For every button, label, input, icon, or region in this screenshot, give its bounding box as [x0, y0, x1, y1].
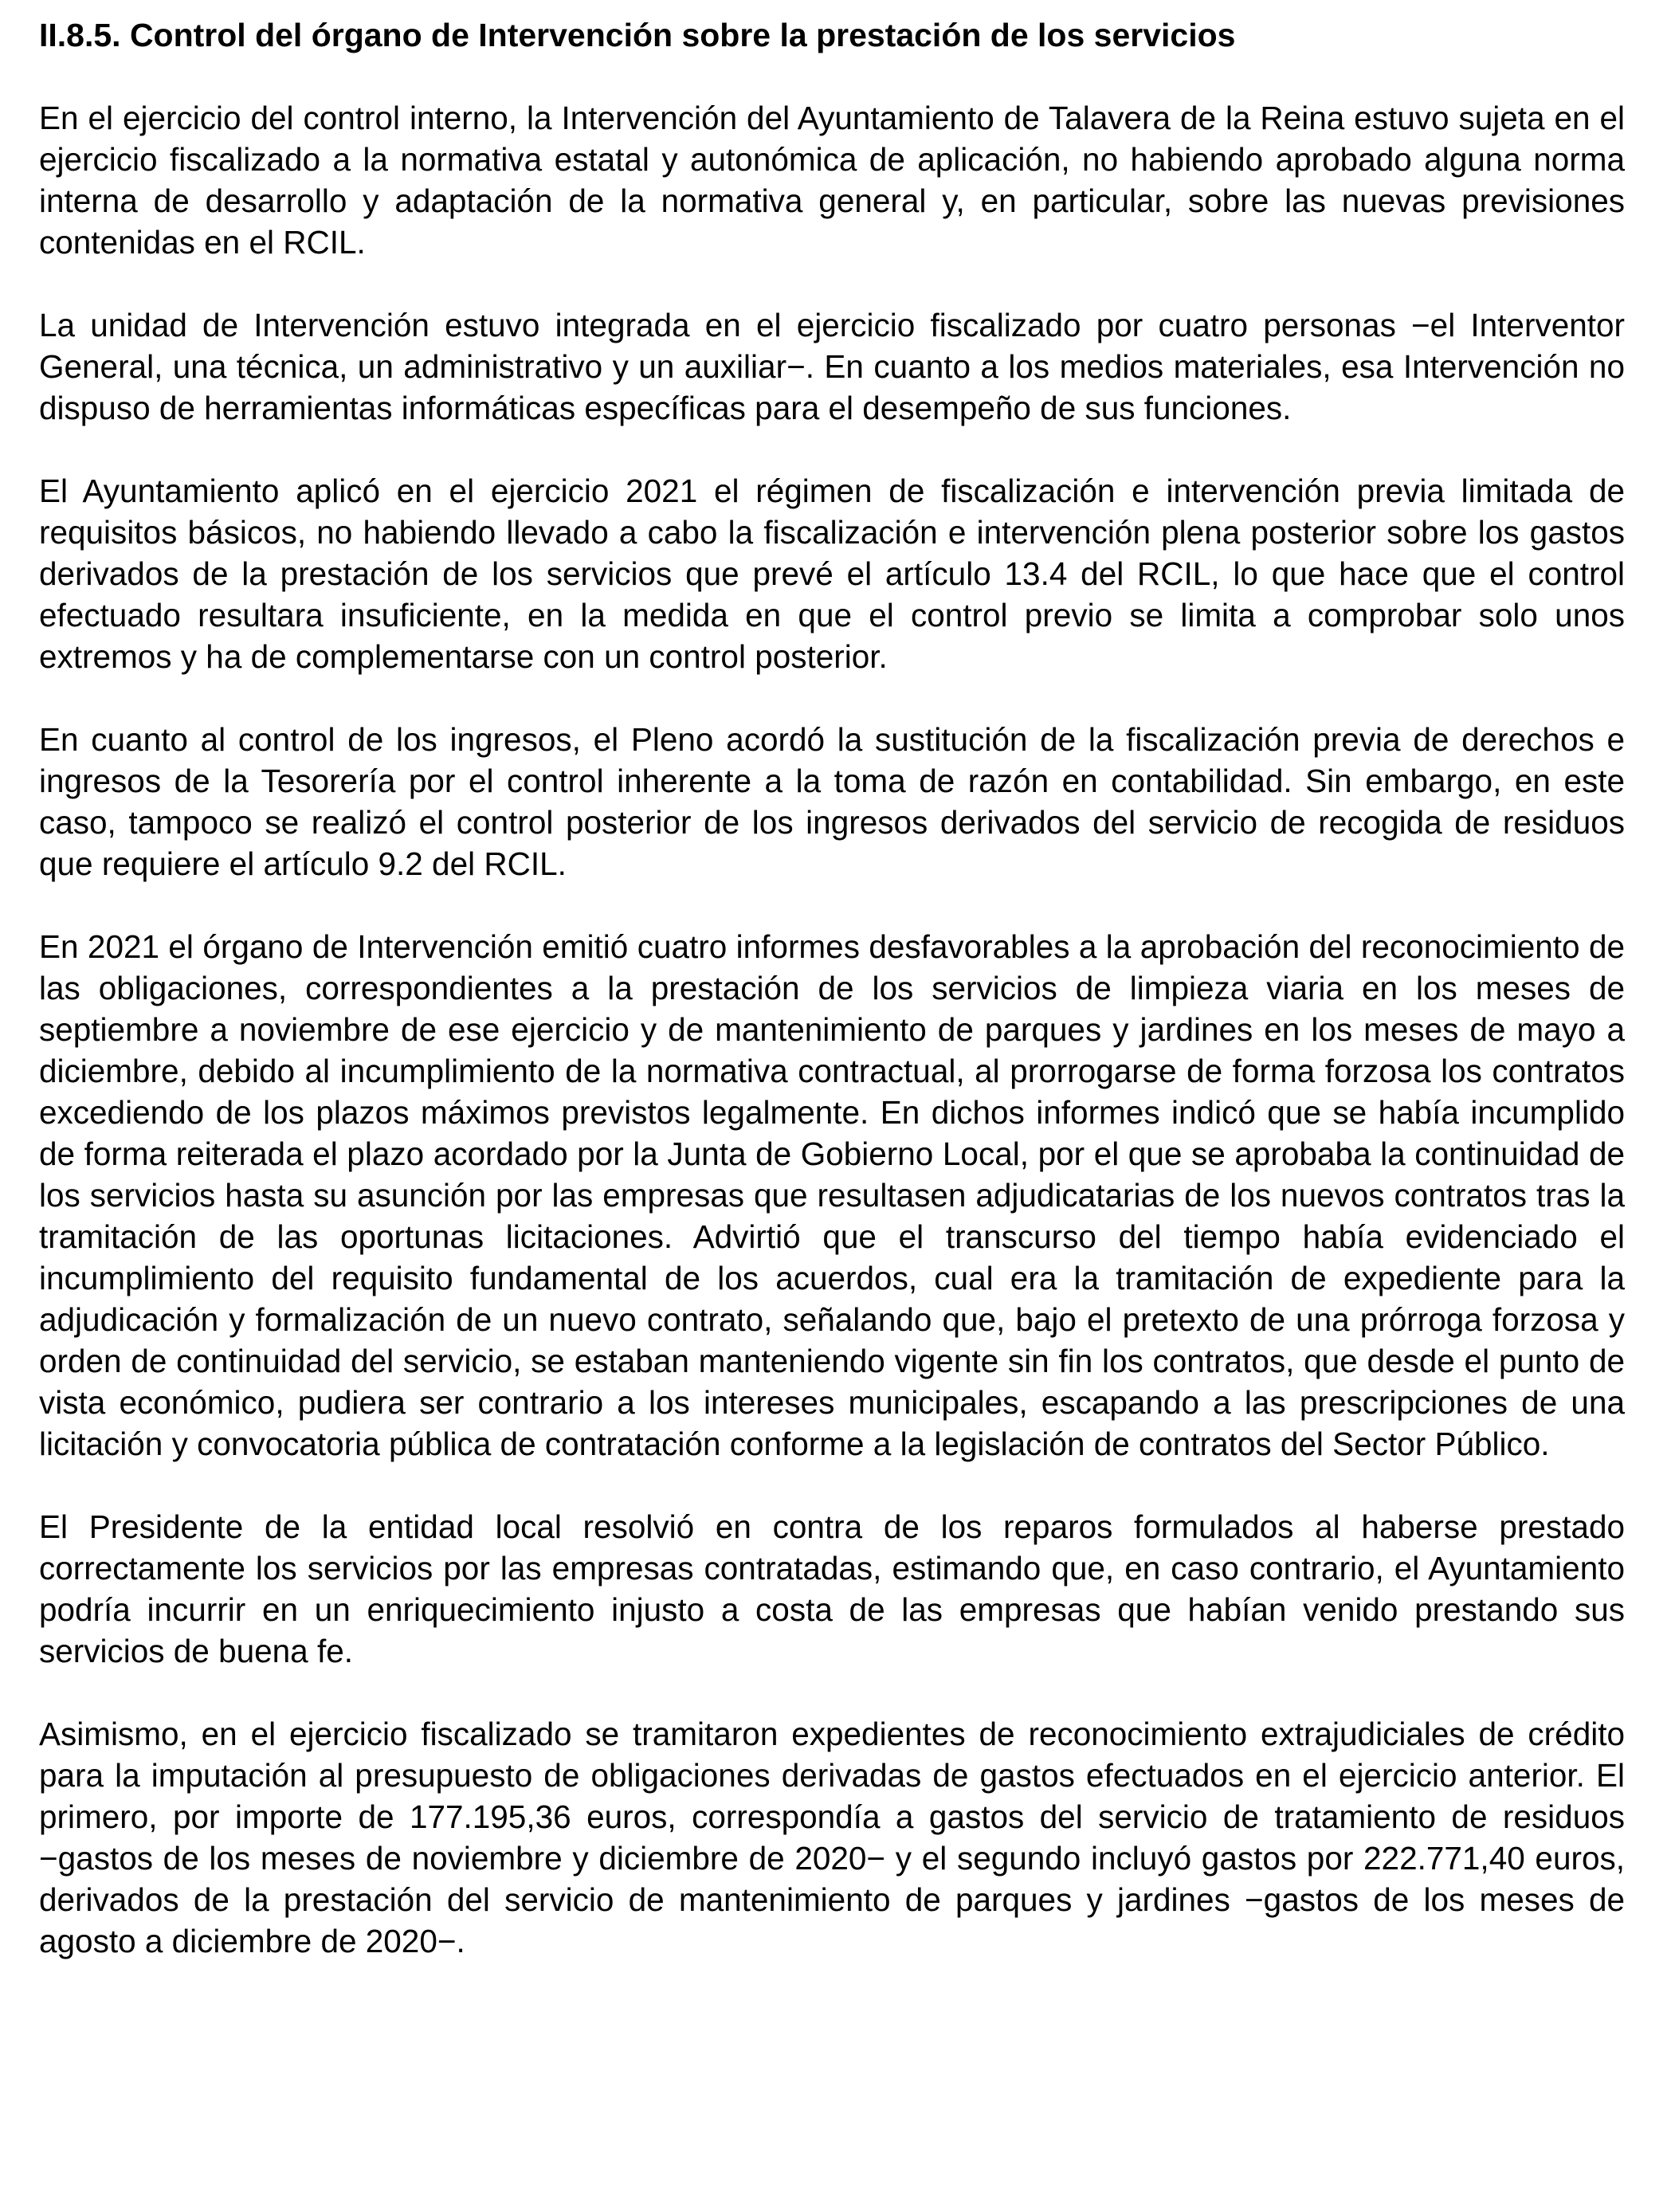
paragraph-reconocimiento-credito: Asimismo, en el ejercicio fiscalizado se tramitaron expedientes de reconocimiento extrajudiciales de crédito para la imputación al presupuesto de obligaciones derivadas de gastos efectuados en el ejercicio anterior. El primero, por importe de 177.195,36 euros, correspondía a gastos del servicio de tratamiento de residuos −gastos de los meses de noviembre y diciembre de 2020− y el segundo incluyó gastos por 222.771,40 euros, derivados de la prestación del servicio de mantenimiento de parques y jardines −gastos de los meses de agosto a diciembre de 2020−. [39, 1716, 1625, 1959]
paragraph-informes-desfavorables: En 2021 el órgano de Intervención emitió cuatro informes desfavorables a la aprobación del reconocimiento de las obligaciones, correspondientes a la prestación de los servicios de limpieza viaria en los meses de septiembre a noviembre de ese ejercicio y de mantenimiento de parques y jardines en los meses de mayo a diciembre, debido al incumplimiento de la normativa contractual, al prorrogarse de forma forzosa los contratos excediendo de los plazos máximos previstos legalmente. En dichos informes indicó que se había incumplido de forma reiterada el plazo acordado por la Junta de Gobierno Local, por el que se aprobaba la continuidad de los servicios hasta su asunción por las empresas que resultasen adjudicatarias de los nuevos contratos tras la tramitación de las oportunas licitaciones. Advirtió que el transcurso del tiempo había evidenciado el incumplimiento del requisito fundamental de los acuerdos, cual era la tramitación de expediente para la adjudicación y formalización de un nuevo contrato, señalando que, bajo el pretexto de una prórroga forzosa y orden de continuidad del servicio, se estaban manteniendo vigente sin fin los contratos, que desde el punto de vista económico, pudiera ser contrario a los intereses municipales, escapando a las prescripciones de una licitación y convocatoria pública de contratación conforme a la legislación de contratos del Sector Público. [39, 928, 1625, 1462]
paragraph-regimen-fiscalizacion: El Ayuntamiento aplicó en el ejercicio 2021 el régimen de fiscalización e intervención previa limitada de requisitos básicos, no habiendo llevado a cabo la fiscalización e intervención plena posterior sobre los gastos derivados de la prestación de los servicios que prevé el artículo 13.4 del RCIL, lo que hace que el control efectuado resultara insuficiente, en la medida en que el control previo se limita a comprobar solo unos extremos y ha de complementarse con un control posterior. [39, 473, 1625, 675]
paragraph-control-ingresos: En cuanto al control de los ingresos, el Pleno acordó la sustitución de la fiscalización previa de derechos e ingresos de la Tesorería por el control inherente a la toma de razón en contabilidad. Sin embargo, en este caso, tampoco se realizó el control posterior de los ingresos derivados del servicio de recogida de residuos que requiere el artículo 9.2 del RCIL. [39, 721, 1625, 882]
paragraph-unidad-intervencion: La unidad de Intervención estuvo integrada en el ejercicio fiscalizado por cuatro personas −el Interventor General, una técnica, un administrativo y un auxiliar−. En cuanto a los medios materiales, esa Intervención no dispuso de herramientas informáticas específicas para el desempeño de sus funciones. [39, 307, 1625, 426]
section-heading: II.8.5. Control del órgano de Intervención sobre la prestación de los servicios [39, 17, 1236, 53]
document-page [39, 14, 1625, 1962]
paragraph-control-interno: En el ejercicio del control interno, la Intervención del Ayuntamiento de Talavera de la Reina estuvo sujeta en el ejercicio fiscalizado a la normativa estatal y autonómica de aplicación, no habiendo aprobado alguna norma interna de desarrollo y adaptación de la normativa general y, en particular, sobre las nuevas previsiones contenidas en el RCIL. [39, 100, 1625, 261]
paragraph-presidente-resolucion: El Presidente de la entidad local resolvió en contra de los reparos formulados al haberse prestado correctamente los servicios por las empresas contratadas, estimando que, en caso contrario, el Ayuntamiento podría incurrir en un enriquecimiento injusto a costa de las empresas que habían venido prestando sus servicios de buena fe. [39, 1508, 1625, 1669]
